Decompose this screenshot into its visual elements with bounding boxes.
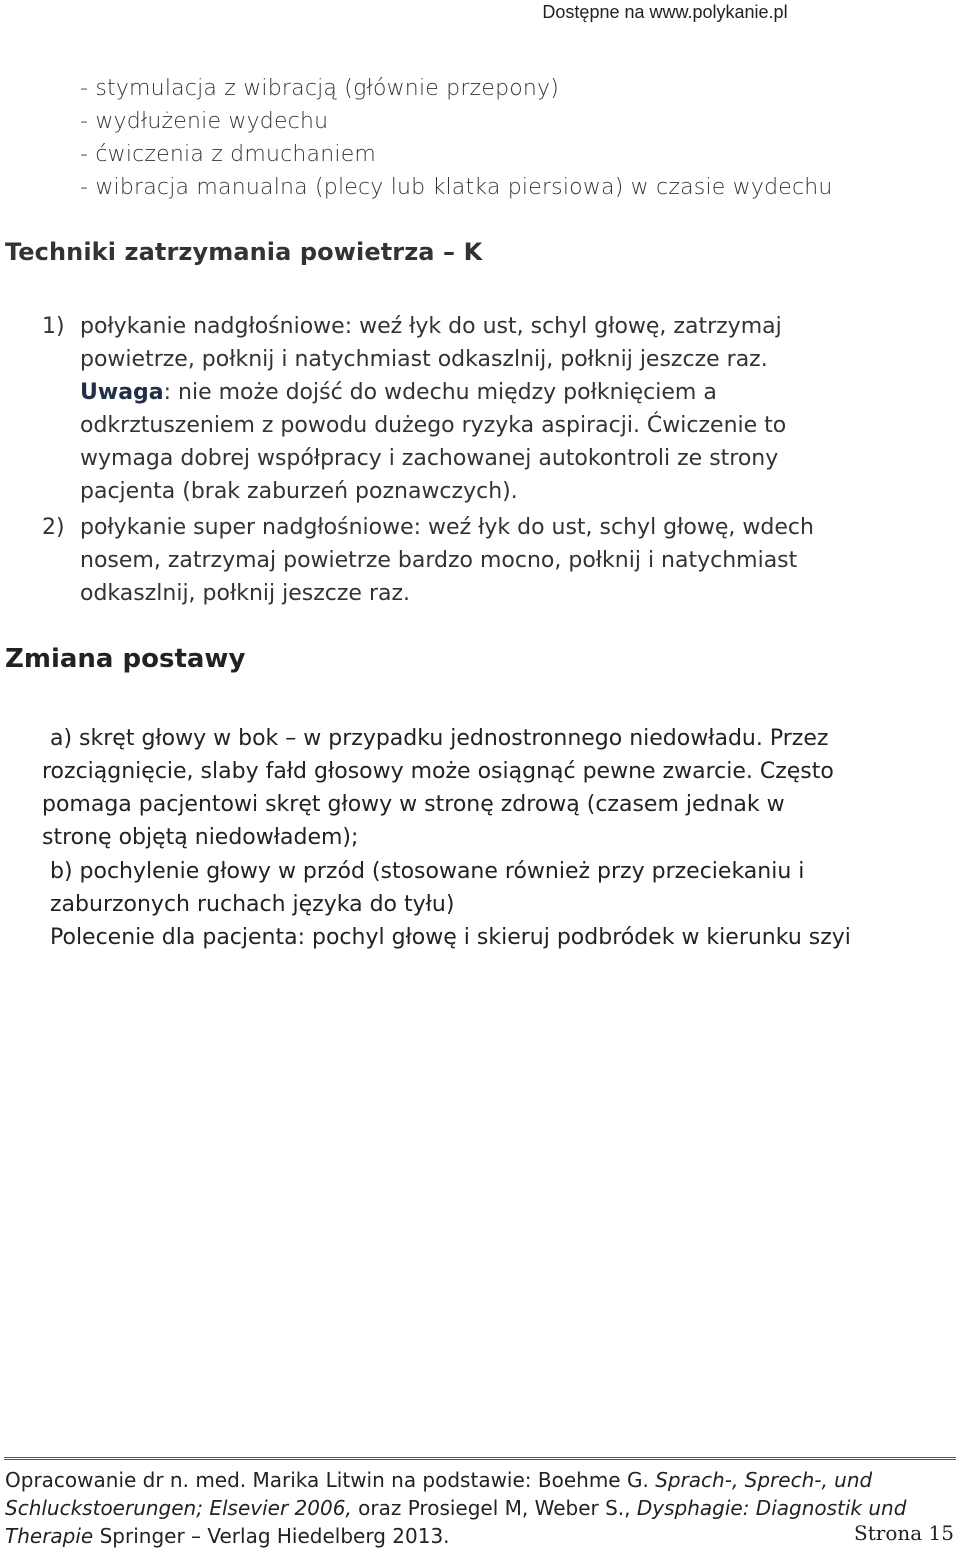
bullet-item: - ćwiczenia z dmuchaniem xyxy=(80,142,377,167)
posture-line: rozciągnięcie, slaby fałd głosowy może osiągnąć pewne zwarcie. Często xyxy=(42,759,834,784)
footer-text-italic: Sprach-, Sprech-, und xyxy=(655,1468,873,1492)
footer-line xyxy=(5,1521,450,1551)
posture-line: a) skręt głowy w bok – w przypadku jednostronnego niedowładu. Przez xyxy=(50,726,829,751)
item-line: połykanie super nadgłośniowe: weź łyk do ust, schyl głowę, wdech xyxy=(80,515,814,540)
posture-line: zaburzonych ruchach języka do tyłu) xyxy=(50,892,455,917)
bullet-item: - wydłużenie wydechu xyxy=(80,109,329,134)
footer-text: Opracowanie dr n. med. Marika Litwin na podstawie: Boehme G. xyxy=(5,1468,656,1492)
footer-line xyxy=(5,1493,906,1523)
item-number: 2) xyxy=(42,515,65,540)
bullet-item: - stymulacja z wibracją (głównie przepony) xyxy=(80,76,560,101)
item-line: powietrze, połknij i natychmiast odkaszlnij, połknij jeszcze raz. xyxy=(80,347,768,372)
page-number: Strona 15 xyxy=(854,1521,954,1545)
bullet-item: - wibracja manualna (plecy lub klatka piersiowa) w czasie wydechu xyxy=(80,175,833,200)
item-line: odkaszlnij, połknij jeszcze raz. xyxy=(80,581,411,606)
item-line: odkrztuszeniem z powodu dużego ryzyka aspiracji. Ćwiczenie to xyxy=(80,413,787,438)
posture-line: stronę objętą niedowładem); xyxy=(42,825,359,850)
footer-line xyxy=(5,1465,872,1495)
posture-line: Polecenie dla pacjenta: pochyl głowę i skieruj podbródek w kierunku szyi xyxy=(50,925,851,950)
technique-item-2 xyxy=(42,511,942,610)
posture-line: b) pochylenie głowy w przód (stosowane również przy przeciekaniu i xyxy=(50,859,805,884)
item-line: wymaga dobrej współpracy i zachowanej autokontroli ze strony xyxy=(80,446,779,471)
item-line: pacjenta (brak zaburzeń poznawczych). xyxy=(80,479,518,504)
technique-item-1 xyxy=(42,310,942,508)
section-heading-techniki: Techniki zatrzymania powietrza – K xyxy=(5,238,483,266)
note-text: : nie może dojść do wdechu między połknięciem a xyxy=(163,380,717,405)
footer-text-italic: Therapie xyxy=(5,1524,94,1548)
note-line xyxy=(80,376,942,409)
section-heading-zmiana: Zmiana postawy xyxy=(5,644,246,674)
source-header: Dostępne na www.polykanie.pl xyxy=(542,2,788,22)
note-label: Uwaga xyxy=(80,380,164,405)
item-number: 1) xyxy=(42,314,65,339)
footer-text: Springer – Verlag Hiedelberg 2013. xyxy=(93,1524,450,1548)
footer-text-italic: Dysphagie: Diagnostik und xyxy=(636,1496,907,1520)
posture-line: pomaga pacjentowi skręt głowy w stronę zdrową (czasem jednak w xyxy=(42,792,785,817)
footer-divider xyxy=(4,1457,956,1460)
footer-text-italic: Schluckstoerungen; Elsevier 2006, xyxy=(5,1496,352,1520)
item-line: połykanie nadgłośniowe: weź łyk do ust, schyl głowę, zatrzymaj xyxy=(80,314,782,339)
item-line: nosem, zatrzymaj powietrze bardzo mocno, połknij i natychmiast xyxy=(80,548,798,573)
footer-text: oraz Prosiegel M, Weber S., xyxy=(351,1496,637,1520)
